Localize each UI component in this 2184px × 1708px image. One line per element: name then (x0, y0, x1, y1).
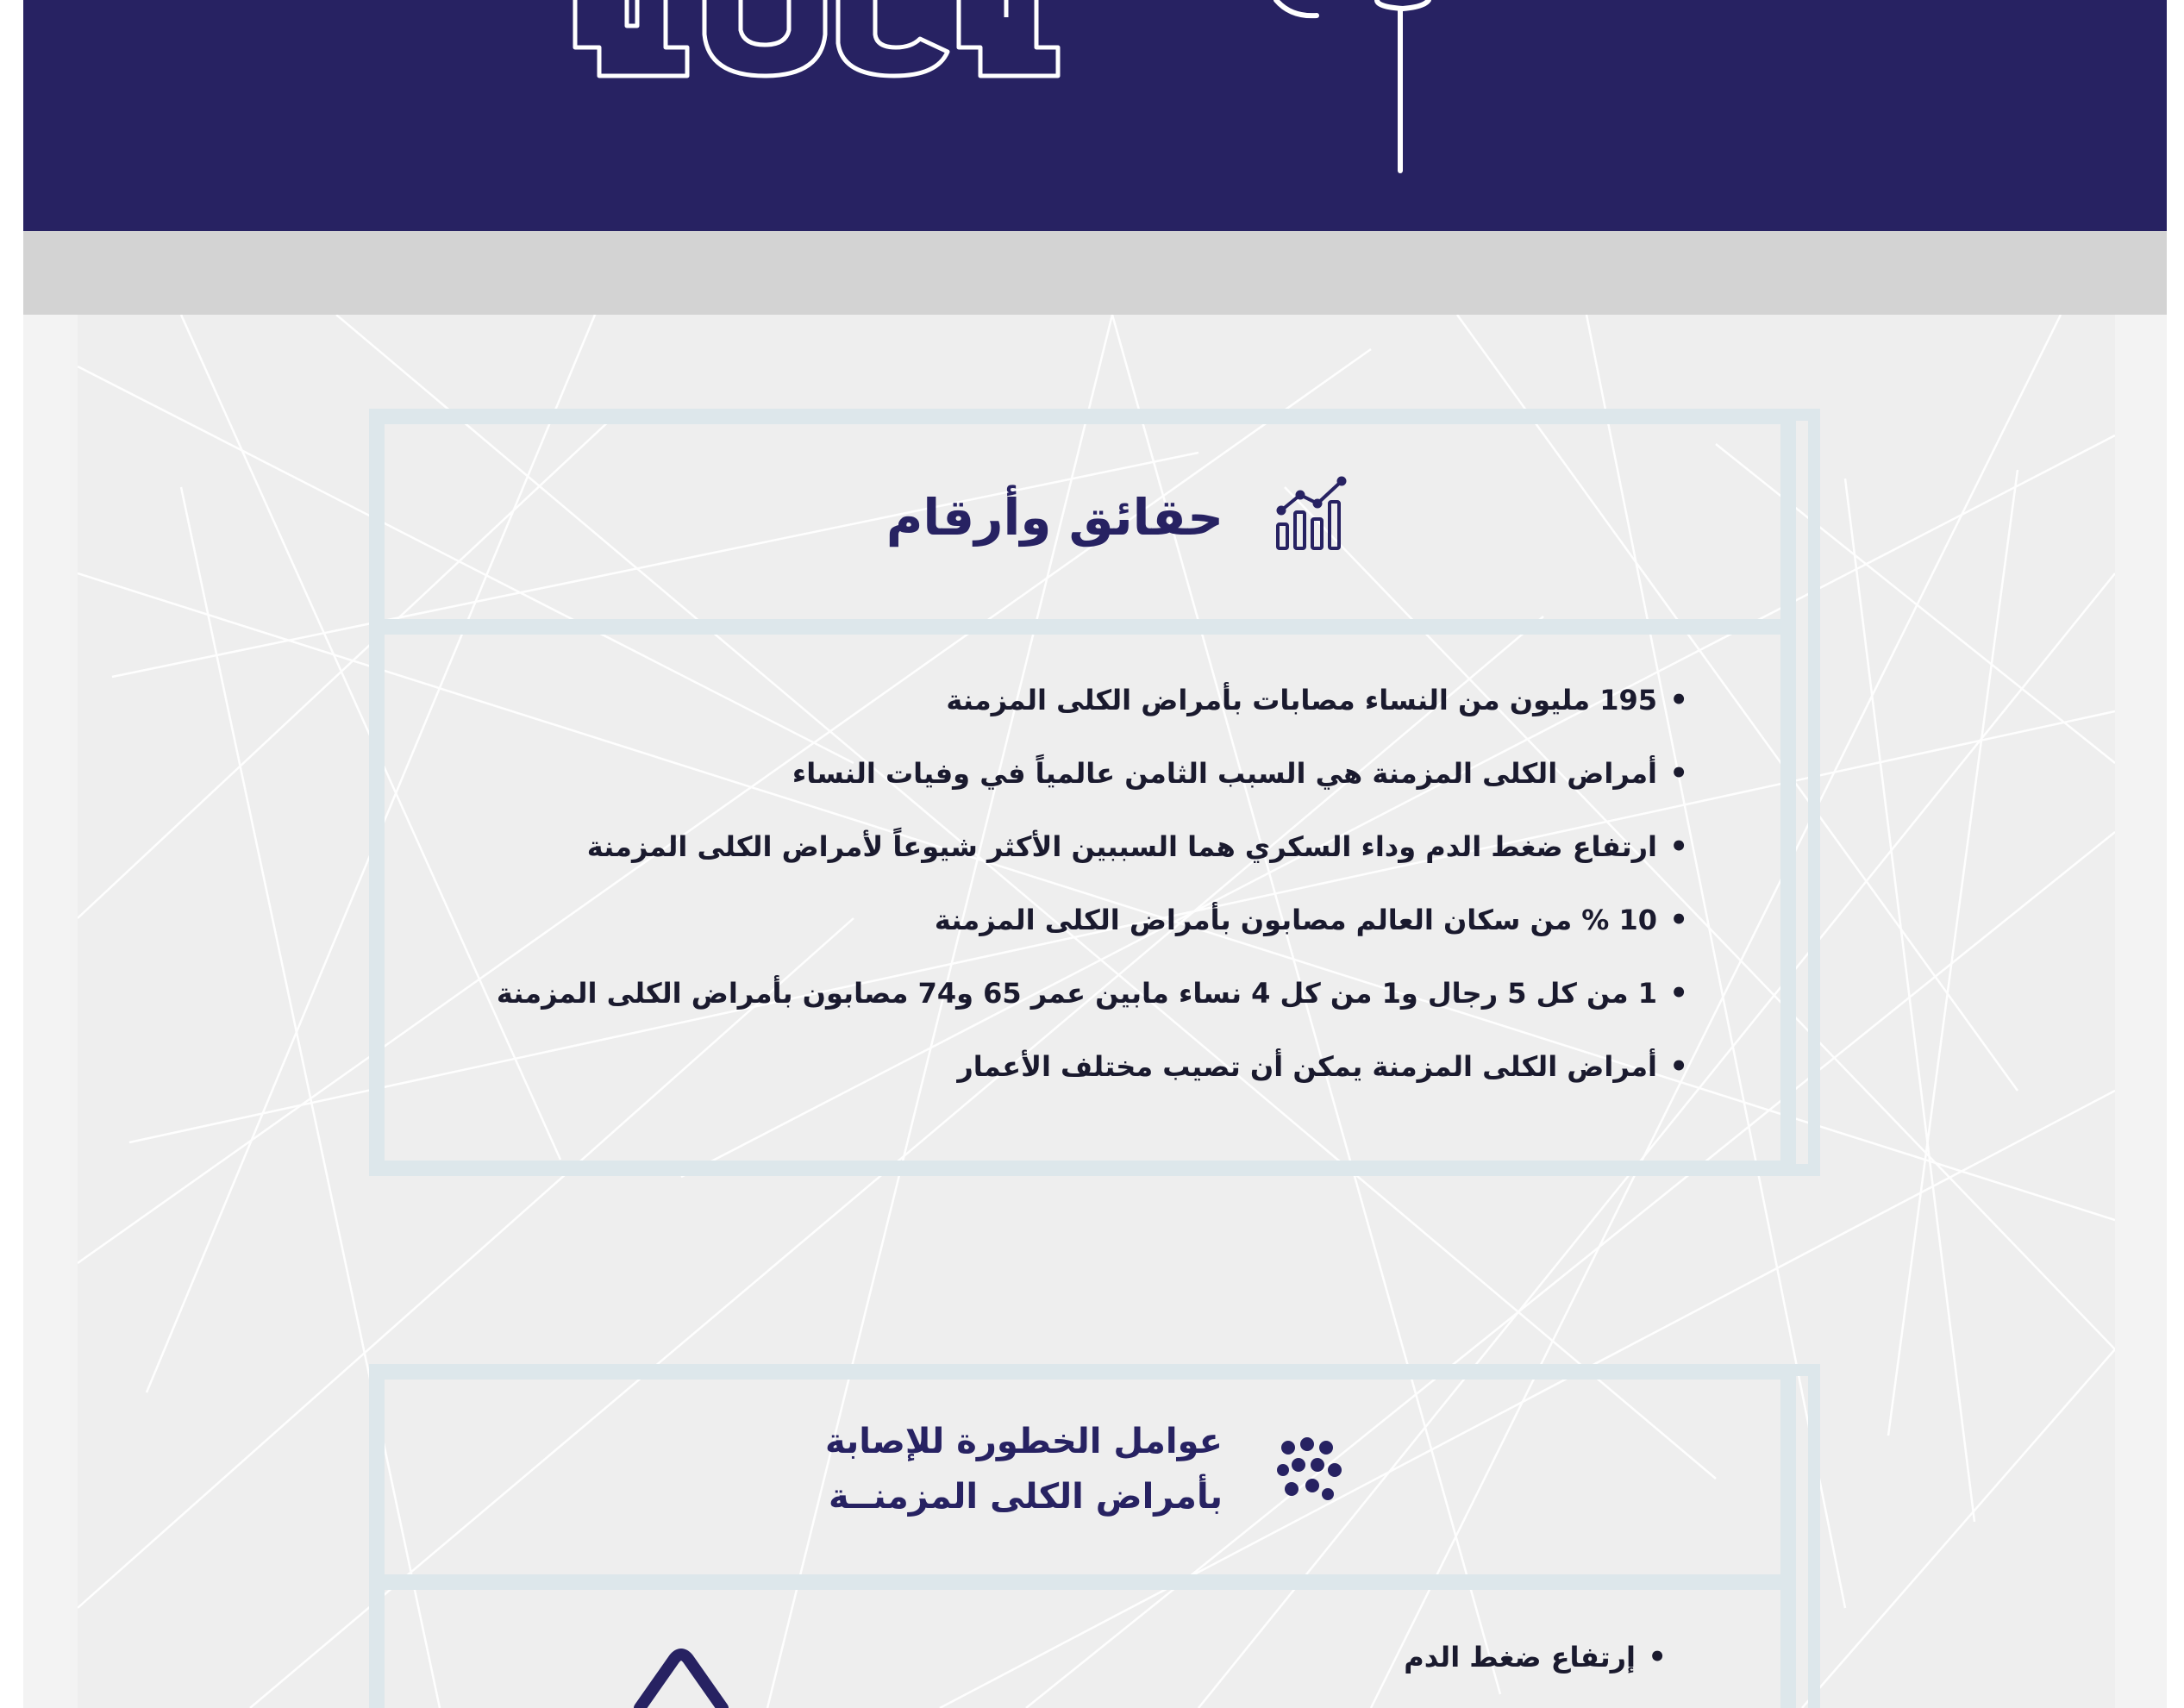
list-item (497, 957, 1688, 1030)
fact-text: أمراض الكلى المزمنة يمكن أن تصيب مختلف الأعمار (957, 1050, 1657, 1083)
risk-text: إرتفاع ضغط الدم (1404, 1641, 1636, 1674)
bullet: • (1669, 829, 1688, 864)
fact-text: ارتفاع ضغط الدم وداء السكري هما السببين الأكثر شيوعاً لأمراض الكلى المزمنة (586, 830, 1657, 863)
risk-list (1404, 1621, 1667, 1694)
fact-text: 1 من كل 5 رجال و1 من كل 4 نساء مابين عمر 65 و74 مصابون بأمراض الكلى المزمنة (496, 977, 1657, 1010)
risk-title-line-1: عوامل الخطورة للإصابة (824, 1422, 1223, 1461)
bullet: • (1669, 976, 1688, 1010)
header-banner (23, 0, 2167, 231)
facts-list (497, 664, 1688, 1104)
dots-cluster-icon (1274, 1436, 1343, 1505)
bar-chart-trend-icon (1274, 476, 1354, 552)
risk-title (825, 1414, 1223, 1524)
bullet: • (1669, 903, 1688, 937)
fact-text: أمراض الكلى المزمنة هي السبب الثامن عالمياً في وفيات النساء (792, 757, 1657, 790)
list-item (497, 1030, 1688, 1104)
gray-divider-band (23, 231, 2167, 315)
list-item (497, 884, 1688, 957)
fact-text: 195 مليون من النساء مصابات بأمراض الكلى المزمنة (946, 684, 1657, 716)
facts-card-divider (369, 619, 1796, 635)
header-artwork (23, 0, 2167, 231)
bullet: • (1648, 1640, 1667, 1674)
facts-title: حقائق وأرقام (885, 488, 1223, 547)
list-item (497, 664, 1688, 737)
fact-text: 10 % من سكان العالم مصابون بأمراض الكلى المزمنة (934, 904, 1657, 936)
bullet: • (1669, 756, 1688, 791)
list-item (497, 810, 1688, 884)
list-item (497, 737, 1688, 810)
bullet: • (1669, 1049, 1688, 1084)
list-item (1404, 1621, 1667, 1694)
risk-card-divider (369, 1574, 1796, 1590)
warning-triangle-icon (621, 1649, 742, 1708)
risk-title-line-2: بأمراض الكلى المزمنــة (829, 1477, 1223, 1517)
bullet: • (1669, 683, 1688, 717)
